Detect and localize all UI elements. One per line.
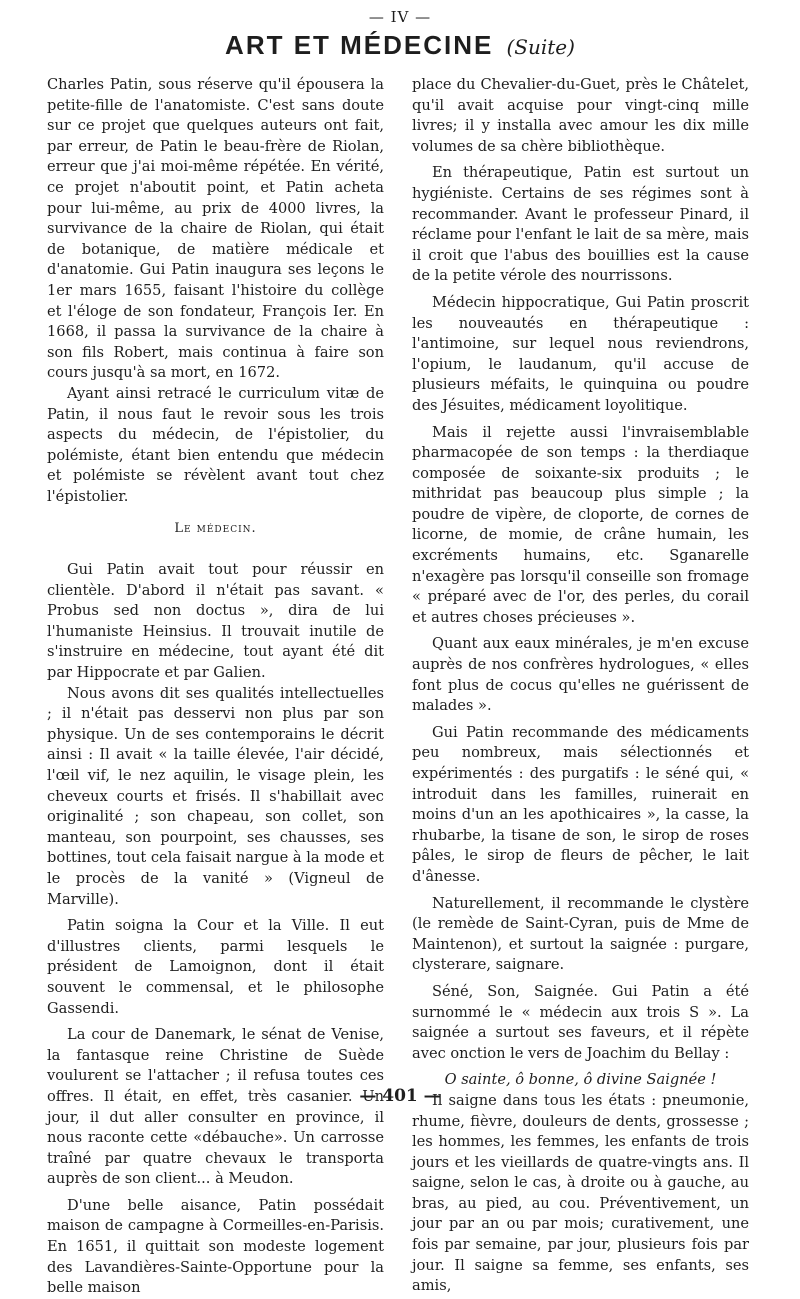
verse-quote: O sainte, ô bonne, ô divine Saignée ! (444, 1071, 717, 1089)
right-column (412, 75, 749, 1297)
paragraph: D'une belle aisance, Patin possédait maison de campagne à Cormeilles-en-Parisis. En 1651, il quittait son modeste logement des Lavandières-Sainte-Opportune pour la belle maison (47, 1196, 384, 1297)
paragraph: Mais il rejette aussi l'invraisemblable pharmacopée de son temps : la therdiaque composée de soixante-six produits ; le mithridat pas beaucoup plus simple ; la poudre de vipère, de cloporte, de cornes de licorne, de momie, de crâne humain, les excréments humains, etc. Sganarelle n'exagère pas lorsqu'il conseille son fromage « préparé avec de l'or, des perles, du corail et autres choses précieuses ». (412, 423, 749, 626)
left-column (47, 75, 384, 1299)
paragraph: Il saigne dans tous les états : pneumonie, rhume, fièvre, douleurs de dents, grossesse ; les hommes, les femmes, les enfants de trois jours et les vieillards de quatre-vingts ans. Il saigne, selon le cas, à droite ou à gauche, au bras, au pied, au cou. Préventivement, un jour par an ou par mois; curativement, une fois par semaine, par jour, plusieurs fois par jour. Il saigne sa femme, ses enfants, ses amis, (412, 1091, 749, 1295)
roman-page-number: — IV — (368, 8, 432, 26)
paragraph: Ayant ainsi retracé le curriculum vitæ de Patin, il nous faut le revoir sous les trois aspects du médecin, de l'épistolier, du polémiste, étant bien entendu que médecin et polémiste se révèlent avant tout chez l'épistolier. (47, 384, 384, 505)
paragraph: Nous avons dit ses qualités intellectuelles ; il n'était pas desservi non plus par son physique. Un de ses contemporains le décrit ainsi : Il avait « la taille élevée, l'air décidé, l'œil vif, le nez aquilin, le visage plein, les cheveux courts et frisés. Il s'habillait avec originalité ; son chapeau, son collet, son manteau, son pourpoint, ses chausses, ses bottines, tout cela faisait nargue à la mode et le procès de la vanité » (Vigneul de Marville). (47, 684, 385, 908)
page-header (0, 30, 800, 61)
page-title: ART ET MÉDECINE (225, 30, 494, 60)
paragraph: En thérapeutique, Patin est surtout un hygiéniste. Certains de ses régimes sont à recommander. Avant le professeur Pinard, il réclame pour l'enfant le lait de sa mère, mais il croit que l'abus des bouillies est la cause de la petite vérole des nourrissons. (412, 164, 749, 285)
paragraph: Médecin hippocratique, Gui Patin proscrit les nouveautés en thérapeutique : l'antimoine, sur lequel nous reviendrons, l'opium, le laudanum, qu'il accuse de plusieurs méfaits, le quinquina ou poudre des Jésuites, médicament loyolitique. (412, 293, 749, 414)
title-suite: (Suite) (506, 35, 575, 59)
paragraph: Naturellement, il recommande le clystère (le remède de Saint-Cyran, puis de Mme de Maintenon), et surtout la saignée : purgare, clysterare, saignare. (412, 894, 749, 974)
paragraph: Quant aux eaux minérales, je m'en excuse auprès de nos confrères hydrologues, « elles font plus de cocus qu'elles ne guérissent de malades ». (412, 635, 749, 715)
page-number: — 401 — (359, 1086, 441, 1106)
section-heading: Le médecin. (174, 521, 257, 537)
paragraph: Gui Patin recommande des médicaments peu nombreux, mais sélectionnés et expérimentés : des purgatifs : le séné qui, « introduit dans les familles, ruinerait en moins d'un an les apothicaires », la casse, la rhubarbe, la tisane de son, le sirop de roses pâles, le sirop de fleurs de pêcher, le lait d'ânesse. (412, 723, 749, 885)
paragraph: place du Chevalier-du-Guet, près le Châtelet, qu'il avait acquise pour vingt-cinq mille livres; il y installa avec amour les dix mille volumes de sa chère bibliothèque. (412, 76, 749, 155)
paragraph: Gui Patin avait tout pour réussir en clientèle. D'abord il n'était pas savant. « Probus sed non doctus », dira de lui l'humaniste Heinsius. Il trouvait inutile de s'instruire en médecine, tout ayant été dit par Hippocrate et par Galien. (47, 561, 384, 682)
paragraph: Séné, Son, Saignée. Gui Patin a été surnommé le « médecin aux trois S ». La saignée a surtout ses faveurs, et il répète avec onction le vers de Joachim du Bellay : (412, 982, 749, 1062)
paragraph: La cour de Danemark, le sénat de Venise, la fantasque reine Christine de Suède voulurent se l'attacher ; il refusa toutes ces offres. Il était, en effet, très casanier. Un jour, il dut aller consulter en province, il nous raconte cette «débauche». Un carrosse traîné par quatre chevaux le transporta auprès de son client... à Meudon. (47, 1026, 384, 1188)
paragraph: Patin soigna la Cour et la Ville. Il eut d'illustres clients, parmi lesquels le président de Lamoignon, dont il était souvent le commensal, et le philosophe Gassendi. (47, 917, 384, 1017)
paragraph: Charles Patin, sous réserve qu'il épousera la petite-fille de l'anatomiste. C'est sans doute sur ce projet que quelques auteurs ont fait, par erreur, de Patin le beau-frère de Riolan, erreur que j'ai moi-même répétée. En vérité, ce projet n'aboutit point, et Patin acheta pour lui-même, au prix de 4000 livres, la survivance de la chaire de Riolan, qui était de botanique, de matière médicale et d'anatomie. Gui Patin inaugura ses leçons le 1er mars 1655, faisant l'histoire du collège et l'éloge de son fondateur, François Ier. En 1668, il passa la survivance de la chaire à son fils Robert, mais continua à faire son cours jusqu'à sa mort, en 1672. (47, 76, 384, 382)
